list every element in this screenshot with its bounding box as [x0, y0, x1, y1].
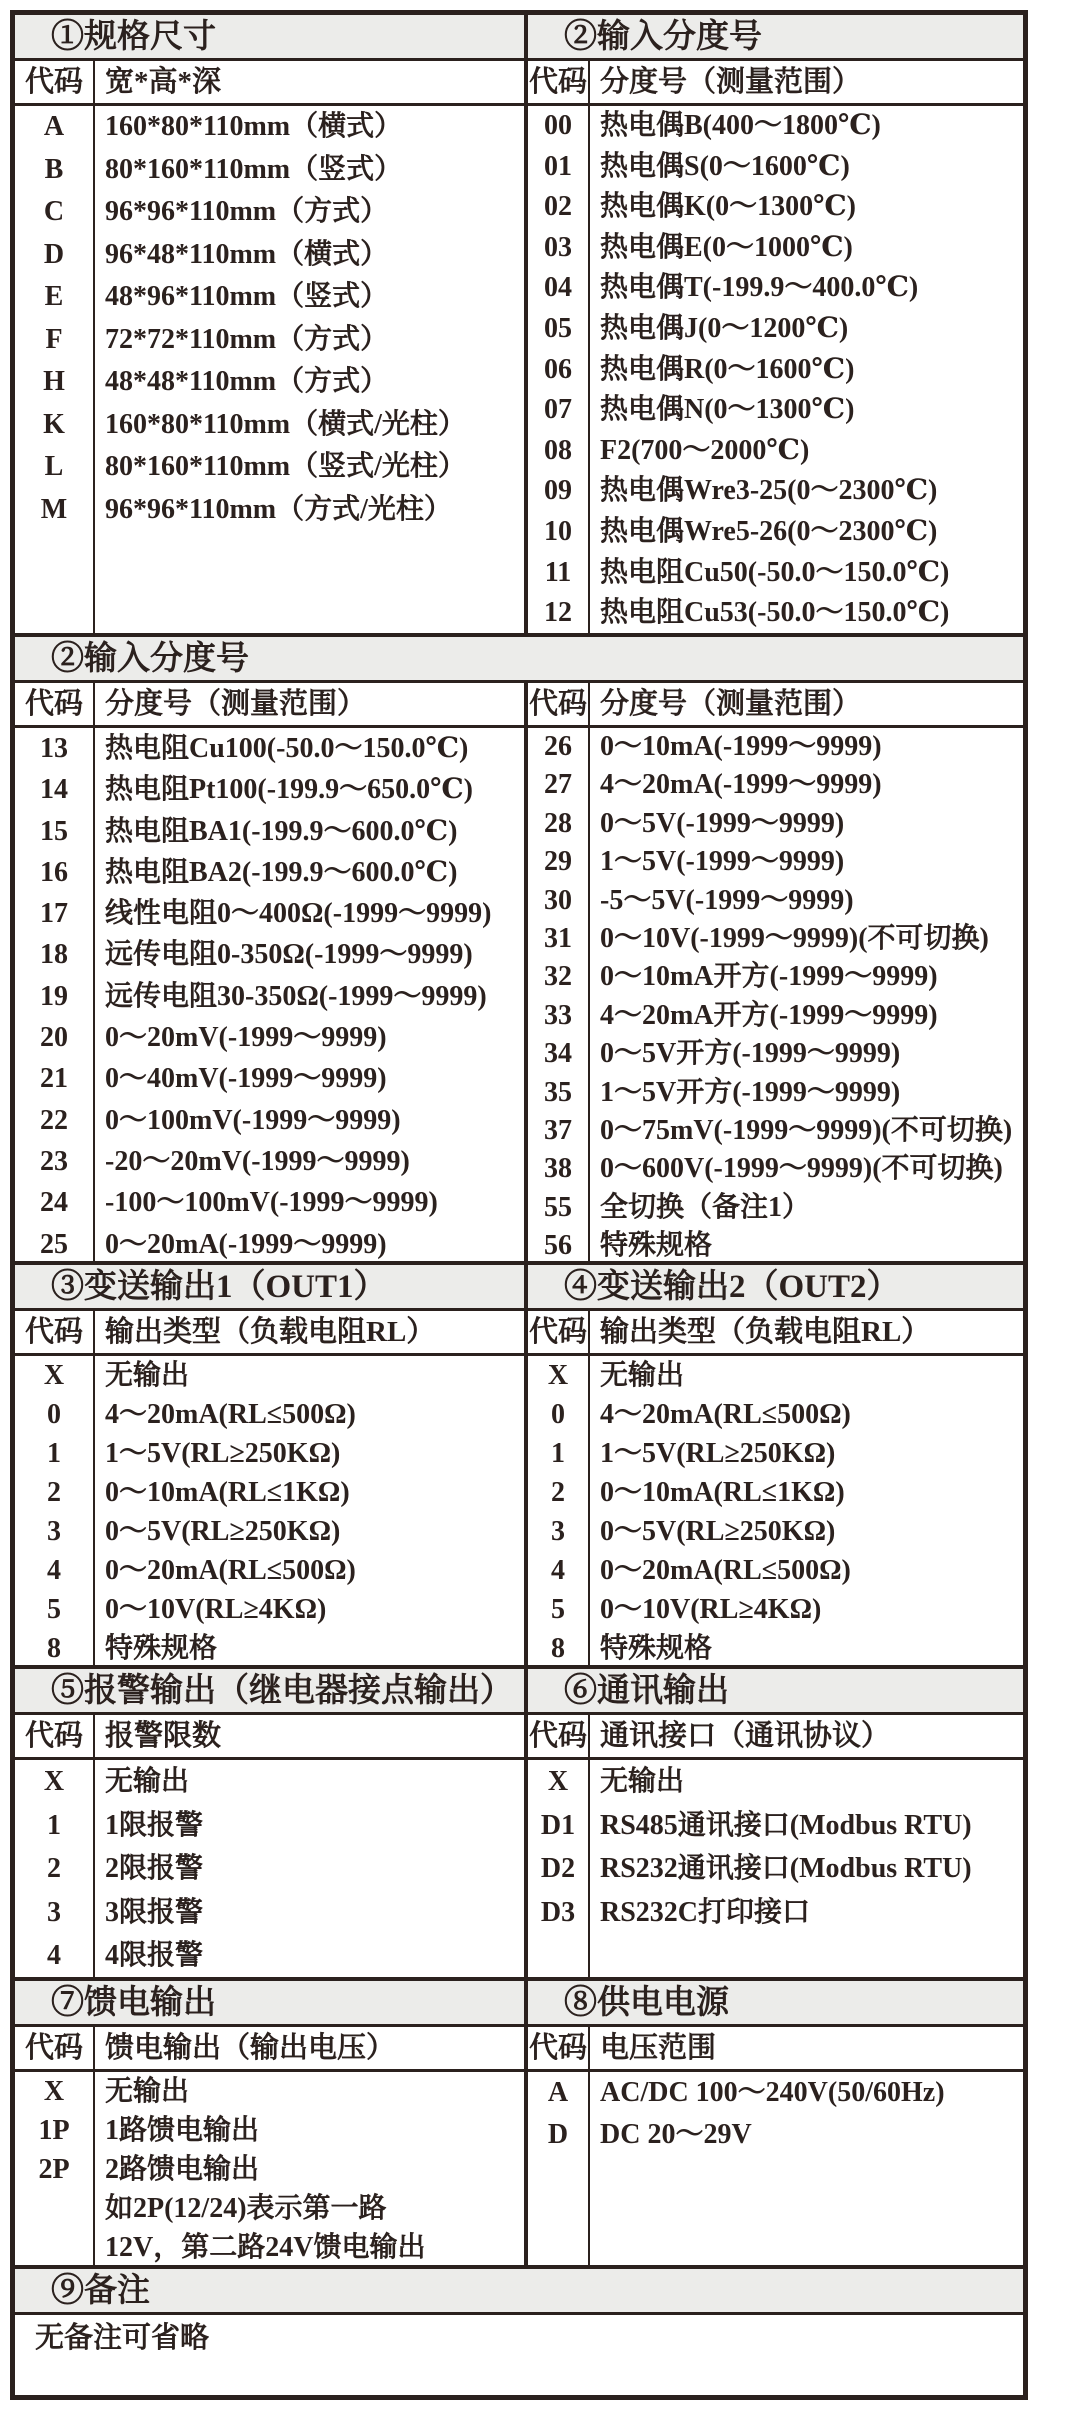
- row-code: E: [44, 281, 64, 312]
- row-desc: 热电偶B(400～1800℃): [600, 110, 881, 141]
- row-code: 20: [40, 1022, 68, 1054]
- row-desc: 特殊规格: [600, 1230, 713, 1261]
- row-code: 38: [544, 1153, 572, 1185]
- row-desc: 4限报警: [105, 1940, 204, 1971]
- table-body: [528, 728, 1023, 1261]
- row-code: X: [547, 1360, 569, 1391]
- row-desc: 远传电阻30-350Ω(-1999～9999): [105, 980, 487, 1012]
- row-desc: 160*80*110mm（横式）: [105, 111, 403, 142]
- row-code: F: [45, 323, 63, 355]
- row-code: B: [44, 153, 64, 185]
- row-desc: 热电阻Cu50(-50.0～150.0℃): [600, 556, 950, 588]
- table-header: [528, 61, 1023, 106]
- row-desc: 热电偶Wre3-25(0～2300℃): [600, 475, 938, 507]
- row-desc: 80*160*110mm（竖式）: [105, 153, 403, 185]
- row-code: 56: [544, 1230, 572, 1261]
- table-header: [15, 61, 524, 106]
- row-code: [15, 2228, 93, 2265]
- desc-column: [590, 1356, 1023, 1665]
- desc-column: [95, 1356, 524, 1665]
- col-header-code: 代码: [528, 1715, 590, 1757]
- order-code-table: [10, 10, 1028, 2400]
- row-desc: 0～10mA(RL≤1KΩ): [600, 1477, 845, 1508]
- row-desc: 1～5V(RL≥250KΩ): [600, 1438, 836, 1469]
- row-code: 17: [40, 898, 68, 930]
- row-code: 12: [544, 597, 572, 629]
- row-desc: 3限报警: [105, 1896, 204, 1928]
- row-desc: 72*72*110mm（方式）: [105, 323, 389, 355]
- section-title: ⑨备注: [15, 2269, 1023, 2315]
- row-code: 33: [544, 999, 572, 1031]
- desc-column: [590, 106, 1023, 633]
- section-title: ⑧供电电源: [528, 1981, 1023, 2027]
- row-desc: 0～5V(-1999～9999): [600, 807, 845, 839]
- section-title: ①规格尺寸: [15, 15, 524, 61]
- row-desc: 0～10V(-1999～9999)(不可切换): [600, 922, 989, 954]
- input-range-columns: [15, 683, 1023, 1261]
- row-code: C: [43, 196, 65, 227]
- row-code: 5: [551, 1594, 565, 1625]
- row-desc: 1限报警: [105, 1809, 204, 1841]
- table-header: [15, 2027, 524, 2072]
- row-desc: 80*160*110mm（竖式/光柱）: [105, 451, 466, 482]
- row-code: 00: [544, 110, 572, 141]
- row-desc: 0～40mV(-1999～9999): [105, 1063, 387, 1095]
- row-code: 13: [40, 733, 68, 764]
- code-column: [15, 106, 95, 633]
- table-body: [528, 2072, 1023, 2265]
- row-desc: 热电偶R(0～1600℃): [600, 353, 855, 385]
- band-size-and-input: [15, 15, 1023, 633]
- band-transmit-outputs: [15, 1261, 1023, 1665]
- row-desc: 2路馈电输出: [105, 2154, 260, 2185]
- desc-column: [95, 728, 524, 1261]
- row-desc: 特殊规格: [105, 1633, 218, 1664]
- row-desc: 热电阻BA2(-199.9～600.0℃): [105, 856, 458, 888]
- col-header-desc: 通讯接口（通讯协议）: [600, 1720, 891, 1752]
- section-comm-output: [528, 1669, 1023, 1977]
- col-header-code: 代码: [528, 683, 590, 725]
- col-header-desc: 分度号（测量范围）: [600, 688, 862, 720]
- section-power-feed: [15, 1981, 528, 2265]
- row-desc: 无输出: [105, 2076, 190, 2107]
- row-code: 03: [544, 231, 572, 263]
- row-desc: 热电阻Cu100(-50.0～150.0℃): [105, 733, 469, 764]
- code-column: [528, 1356, 590, 1665]
- row-desc: 48*48*110mm（方式）: [105, 366, 389, 397]
- row-code: 1P: [38, 2115, 70, 2146]
- table-header: [15, 1715, 524, 1760]
- table-body: [528, 1760, 1023, 1977]
- row-desc: RS232通讯接口(Modbus RTU): [600, 1853, 972, 1884]
- table-body: [15, 106, 524, 633]
- row-desc: 96*96*110mm（方式/光柱）: [105, 493, 452, 525]
- row-desc: 热电偶J(0～1200℃): [600, 312, 849, 344]
- section-title: ④变送输出2（OUT2）: [528, 1265, 1023, 1311]
- table-body: [15, 1760, 524, 1977]
- row-desc: 4～20mA(RL≤500Ω): [105, 1399, 356, 1430]
- row-code: 55: [544, 1191, 572, 1223]
- section-title: ③变送输出1（OUT1）: [15, 1265, 524, 1311]
- row-code: H: [43, 366, 65, 397]
- row-desc: 热电偶N(0～1300℃): [600, 394, 855, 426]
- row-code: 07: [544, 394, 572, 426]
- row-desc: 热电偶K(0～1300℃): [600, 191, 856, 223]
- row-code: 28: [544, 807, 572, 839]
- row-code: 09: [544, 475, 572, 507]
- row-code: 18: [40, 939, 68, 971]
- row-code: 01: [544, 150, 572, 182]
- row-code: 2P: [38, 2154, 70, 2185]
- row-desc: 无输出: [105, 1360, 190, 1391]
- row-code: 34: [544, 1038, 572, 1070]
- col-header-desc: 分度号（测量范围）: [600, 66, 862, 98]
- row-desc: 0～20mV(-1999～9999): [105, 1022, 387, 1054]
- row-desc: 0～10mA(RL≤1KΩ): [105, 1477, 350, 1508]
- col-header-code: 代码: [15, 1311, 95, 1353]
- row-desc: 0～75mV(-1999～9999)(不可切换): [600, 1114, 1013, 1146]
- desc-column: [590, 728, 1023, 1261]
- row-desc: 1～5V(RL≥250KΩ): [105, 1438, 341, 1469]
- row-code: 8: [47, 1633, 61, 1664]
- row-desc: RS232C打印接口: [600, 1896, 811, 1928]
- row-code: 29: [544, 846, 572, 878]
- desc-column: [95, 2072, 524, 2265]
- row-code: 3: [551, 1516, 565, 1547]
- row-desc: 热电阻BA1(-199.9～600.0℃): [105, 815, 458, 847]
- row-code: D3: [540, 1896, 576, 1928]
- row-code: X: [43, 2076, 65, 2107]
- row-code: 05: [544, 312, 572, 344]
- row-desc: 4～20mA(RL≤500Ω): [600, 1399, 851, 1430]
- row-desc: 0～20mA(-1999～9999): [105, 1228, 387, 1260]
- col-header-code: 代码: [528, 1311, 590, 1353]
- row-desc: 热电偶S(0～1600℃): [600, 150, 850, 182]
- row-desc: 2限报警: [105, 1853, 204, 1884]
- row-desc: DC 20～29V: [600, 2119, 752, 2150]
- row-code: X: [547, 1766, 569, 1797]
- row-desc: 1路馈电输出: [105, 2115, 260, 2146]
- col-header-code: 代码: [15, 61, 95, 103]
- row-code: 02: [544, 191, 572, 223]
- row-desc: 96*96*110mm（方式）: [105, 196, 389, 227]
- row-code: A: [547, 2077, 569, 2108]
- row-code: 30: [544, 884, 572, 916]
- row-code: 06: [544, 353, 572, 385]
- row-code: 08: [544, 434, 572, 466]
- col-header-desc: 输出类型（负载电阻RL）: [105, 1316, 436, 1348]
- table-body: [528, 106, 1023, 633]
- row-code: 1: [47, 1438, 61, 1469]
- col-header-code: 代码: [528, 61, 590, 103]
- row-desc: 0～20mA(RL≤500Ω): [105, 1555, 356, 1586]
- table-header: [528, 1715, 1023, 1760]
- row-code: M: [40, 493, 68, 525]
- row-desc: 4～20mA(-1999～9999): [600, 769, 882, 801]
- row-desc: -20～20mV(-1999～9999): [105, 1145, 410, 1177]
- row-code: 1: [47, 1809, 61, 1841]
- row-desc: 无输出: [105, 1766, 190, 1797]
- section-input-range-left: [15, 683, 528, 1261]
- table-body: [15, 1356, 524, 1665]
- row-desc: 0～5V开方(-1999～9999): [600, 1038, 901, 1070]
- desc-column: [95, 106, 524, 633]
- table-body: [15, 2072, 524, 2265]
- row-code: 1: [551, 1438, 565, 1469]
- row-code: 8: [551, 1633, 565, 1664]
- desc-column: [590, 1760, 1023, 1977]
- row-desc: 1～5V开方(-1999～9999): [600, 1076, 901, 1108]
- row-code: A: [43, 111, 65, 142]
- col-header-code: 代码: [15, 2027, 95, 2069]
- row-code: 4: [47, 1555, 61, 1586]
- row-desc: 12V，第二路24V馈电输出: [105, 2232, 426, 2263]
- row-code: 16: [40, 856, 68, 888]
- row-desc: -100～100mV(-1999～9999): [105, 1187, 438, 1219]
- row-desc: 160*80*110mm（横式/光柱）: [105, 408, 466, 440]
- col-header-code: 代码: [528, 2027, 590, 2069]
- section-title: ⑤报警输出（继电器接点输出）: [15, 1669, 524, 1715]
- row-code: 32: [544, 961, 572, 993]
- row-code: 23: [40, 1145, 68, 1177]
- row-code: 21: [40, 1063, 68, 1095]
- code-column: [15, 728, 95, 1261]
- desc-column: [95, 1760, 524, 1977]
- row-desc: 0～5V(RL≥250KΩ): [105, 1516, 341, 1547]
- col-header-desc: 报警限数: [105, 1720, 222, 1752]
- row-code: 2: [47, 1853, 61, 1884]
- row-code: 4: [47, 1940, 61, 1971]
- row-desc: 远传电阻0-350Ω(-1999～9999): [105, 939, 473, 971]
- col-header-code: 代码: [15, 1715, 95, 1757]
- table-body: [528, 1356, 1023, 1665]
- col-header-desc: 电压范围: [600, 2032, 717, 2064]
- row-desc: -5～5V(-1999～9999): [600, 884, 854, 916]
- row-code: 3: [47, 1896, 61, 1928]
- row-code: D: [547, 2119, 569, 2150]
- row-code: L: [44, 451, 64, 482]
- section-alarm-output: [15, 1669, 528, 1977]
- row-desc: 全切换（备注1）: [600, 1191, 811, 1223]
- row-code: D1: [540, 1809, 576, 1841]
- row-desc: 48*96*110mm（竖式）: [105, 281, 389, 312]
- row-code: 15: [40, 815, 68, 847]
- row-code: 0: [47, 1399, 61, 1430]
- row-code: 24: [40, 1187, 68, 1219]
- band-alarm-and-comm: [15, 1665, 1023, 1977]
- row-code: 4: [551, 1555, 565, 1586]
- row-code: K: [43, 408, 65, 440]
- row-code: 22: [40, 1104, 68, 1136]
- row-desc: 0～10V(RL≥4KΩ): [105, 1594, 327, 1625]
- section-title: ②输入分度号: [528, 15, 1023, 61]
- code-column: [15, 2072, 95, 2265]
- row-desc: 热电阻Cu53(-50.0～150.0℃): [600, 597, 950, 629]
- row-code: 14: [40, 774, 68, 806]
- section-power-supply: [528, 1981, 1023, 2265]
- row-desc: 0～100mV(-1999～9999): [105, 1104, 401, 1136]
- row-desc: 无输出: [600, 1766, 685, 1797]
- code-column: [528, 106, 590, 633]
- row-code: X: [43, 1766, 65, 1797]
- row-desc: 热电偶E(0～1000℃): [600, 231, 853, 263]
- row-code: 2: [47, 1477, 61, 1508]
- table-body: [15, 728, 524, 1261]
- section-title: ②输入分度号: [15, 637, 1023, 683]
- section-input-range-right: [528, 683, 1023, 1261]
- row-desc: 4～20mA开方(-1999～9999): [600, 999, 938, 1031]
- table-header: [15, 1311, 524, 1356]
- row-desc: 无输出: [600, 1360, 685, 1391]
- row-desc: 0～600V(-1999～9999)(不可切换): [600, 1153, 1003, 1185]
- row-desc: 热电偶Wre5-26(0～2300℃): [600, 515, 938, 547]
- row-code: 25: [40, 1228, 68, 1260]
- row-code: 31: [544, 922, 572, 954]
- row-code: 26: [544, 731, 572, 762]
- col-header-desc: 分度号（测量范围）: [105, 688, 367, 720]
- col-header-desc: 输出类型（负载电阻RL）: [600, 1316, 931, 1348]
- code-column: [528, 1760, 590, 1977]
- remark-note: 无备注可省略: [35, 2322, 210, 2354]
- row-desc: 1～5V(-1999～9999): [600, 846, 845, 878]
- row-code: [15, 2189, 93, 2228]
- col-header-code: 代码: [15, 683, 95, 725]
- code-column: [528, 2072, 590, 2265]
- row-desc: 热电偶T(-199.9～400.0℃): [600, 272, 919, 304]
- row-desc: 0～10mA开方(-1999～9999): [600, 961, 938, 993]
- row-desc: 0～20mA(RL≤500Ω): [600, 1555, 851, 1586]
- section-title: ⑥通讯输出: [528, 1669, 1023, 1715]
- row-desc: RS485通讯接口(Modbus RTU): [600, 1809, 972, 1841]
- row-code: 5: [47, 1594, 61, 1625]
- band-input-range: [15, 633, 1023, 1261]
- band-feed-and-power: [15, 1977, 1023, 2265]
- row-code: D2: [540, 1853, 576, 1884]
- section-title: ⑦馈电输出: [15, 1981, 524, 2027]
- row-code: 3: [47, 1516, 61, 1547]
- row-code: 35: [544, 1076, 572, 1108]
- table-header: [528, 1311, 1023, 1356]
- code-column: [528, 728, 590, 1261]
- row-desc: 0～10V(RL≥4KΩ): [600, 1594, 822, 1625]
- row-code: 10: [544, 515, 572, 547]
- row-desc: F2(700～2000℃): [600, 434, 810, 466]
- row-code: 2: [551, 1477, 565, 1508]
- row-desc: AC/DC 100～240V(50/60Hz): [600, 2077, 945, 2108]
- row-desc: 特殊规格: [600, 1633, 713, 1664]
- row-code: 11: [544, 556, 572, 588]
- row-code: 27: [544, 769, 572, 801]
- code-column: [15, 1760, 95, 1977]
- row-code: 37: [544, 1114, 572, 1146]
- row-code: 04: [544, 272, 572, 304]
- section-remark: [15, 2265, 1023, 2367]
- section-input-range-top: [528, 15, 1023, 633]
- row-desc: 96*48*110mm（横式）: [105, 238, 389, 270]
- table-header: [528, 683, 1023, 728]
- row-desc: 如2P(12/24)表示第一路: [105, 2193, 387, 2224]
- row-code: 0: [551, 1399, 565, 1430]
- row-code: 19: [40, 980, 68, 1012]
- table-header: [528, 2027, 1023, 2072]
- section-spec-size: [15, 15, 528, 633]
- row-code: D: [43, 238, 65, 270]
- col-header-desc: 馈电输出（输出电压）: [105, 2032, 396, 2064]
- row-desc: 0～10mA(-1999～9999): [600, 731, 882, 762]
- desc-column: [590, 2072, 1023, 2265]
- table-header: [15, 683, 524, 728]
- col-header-desc: 宽*高*深: [105, 66, 222, 98]
- row-desc: 0～5V(RL≥250KΩ): [600, 1516, 836, 1547]
- row-desc: 热电阻Pt100(-199.9～650.0℃): [105, 774, 473, 806]
- code-column: [15, 1356, 95, 1665]
- section-out1: [15, 1265, 528, 1665]
- section-out2: [528, 1265, 1023, 1665]
- row-code: X: [43, 1360, 65, 1391]
- row-desc: 线性电阻0～400Ω(-1999～9999): [105, 898, 492, 930]
